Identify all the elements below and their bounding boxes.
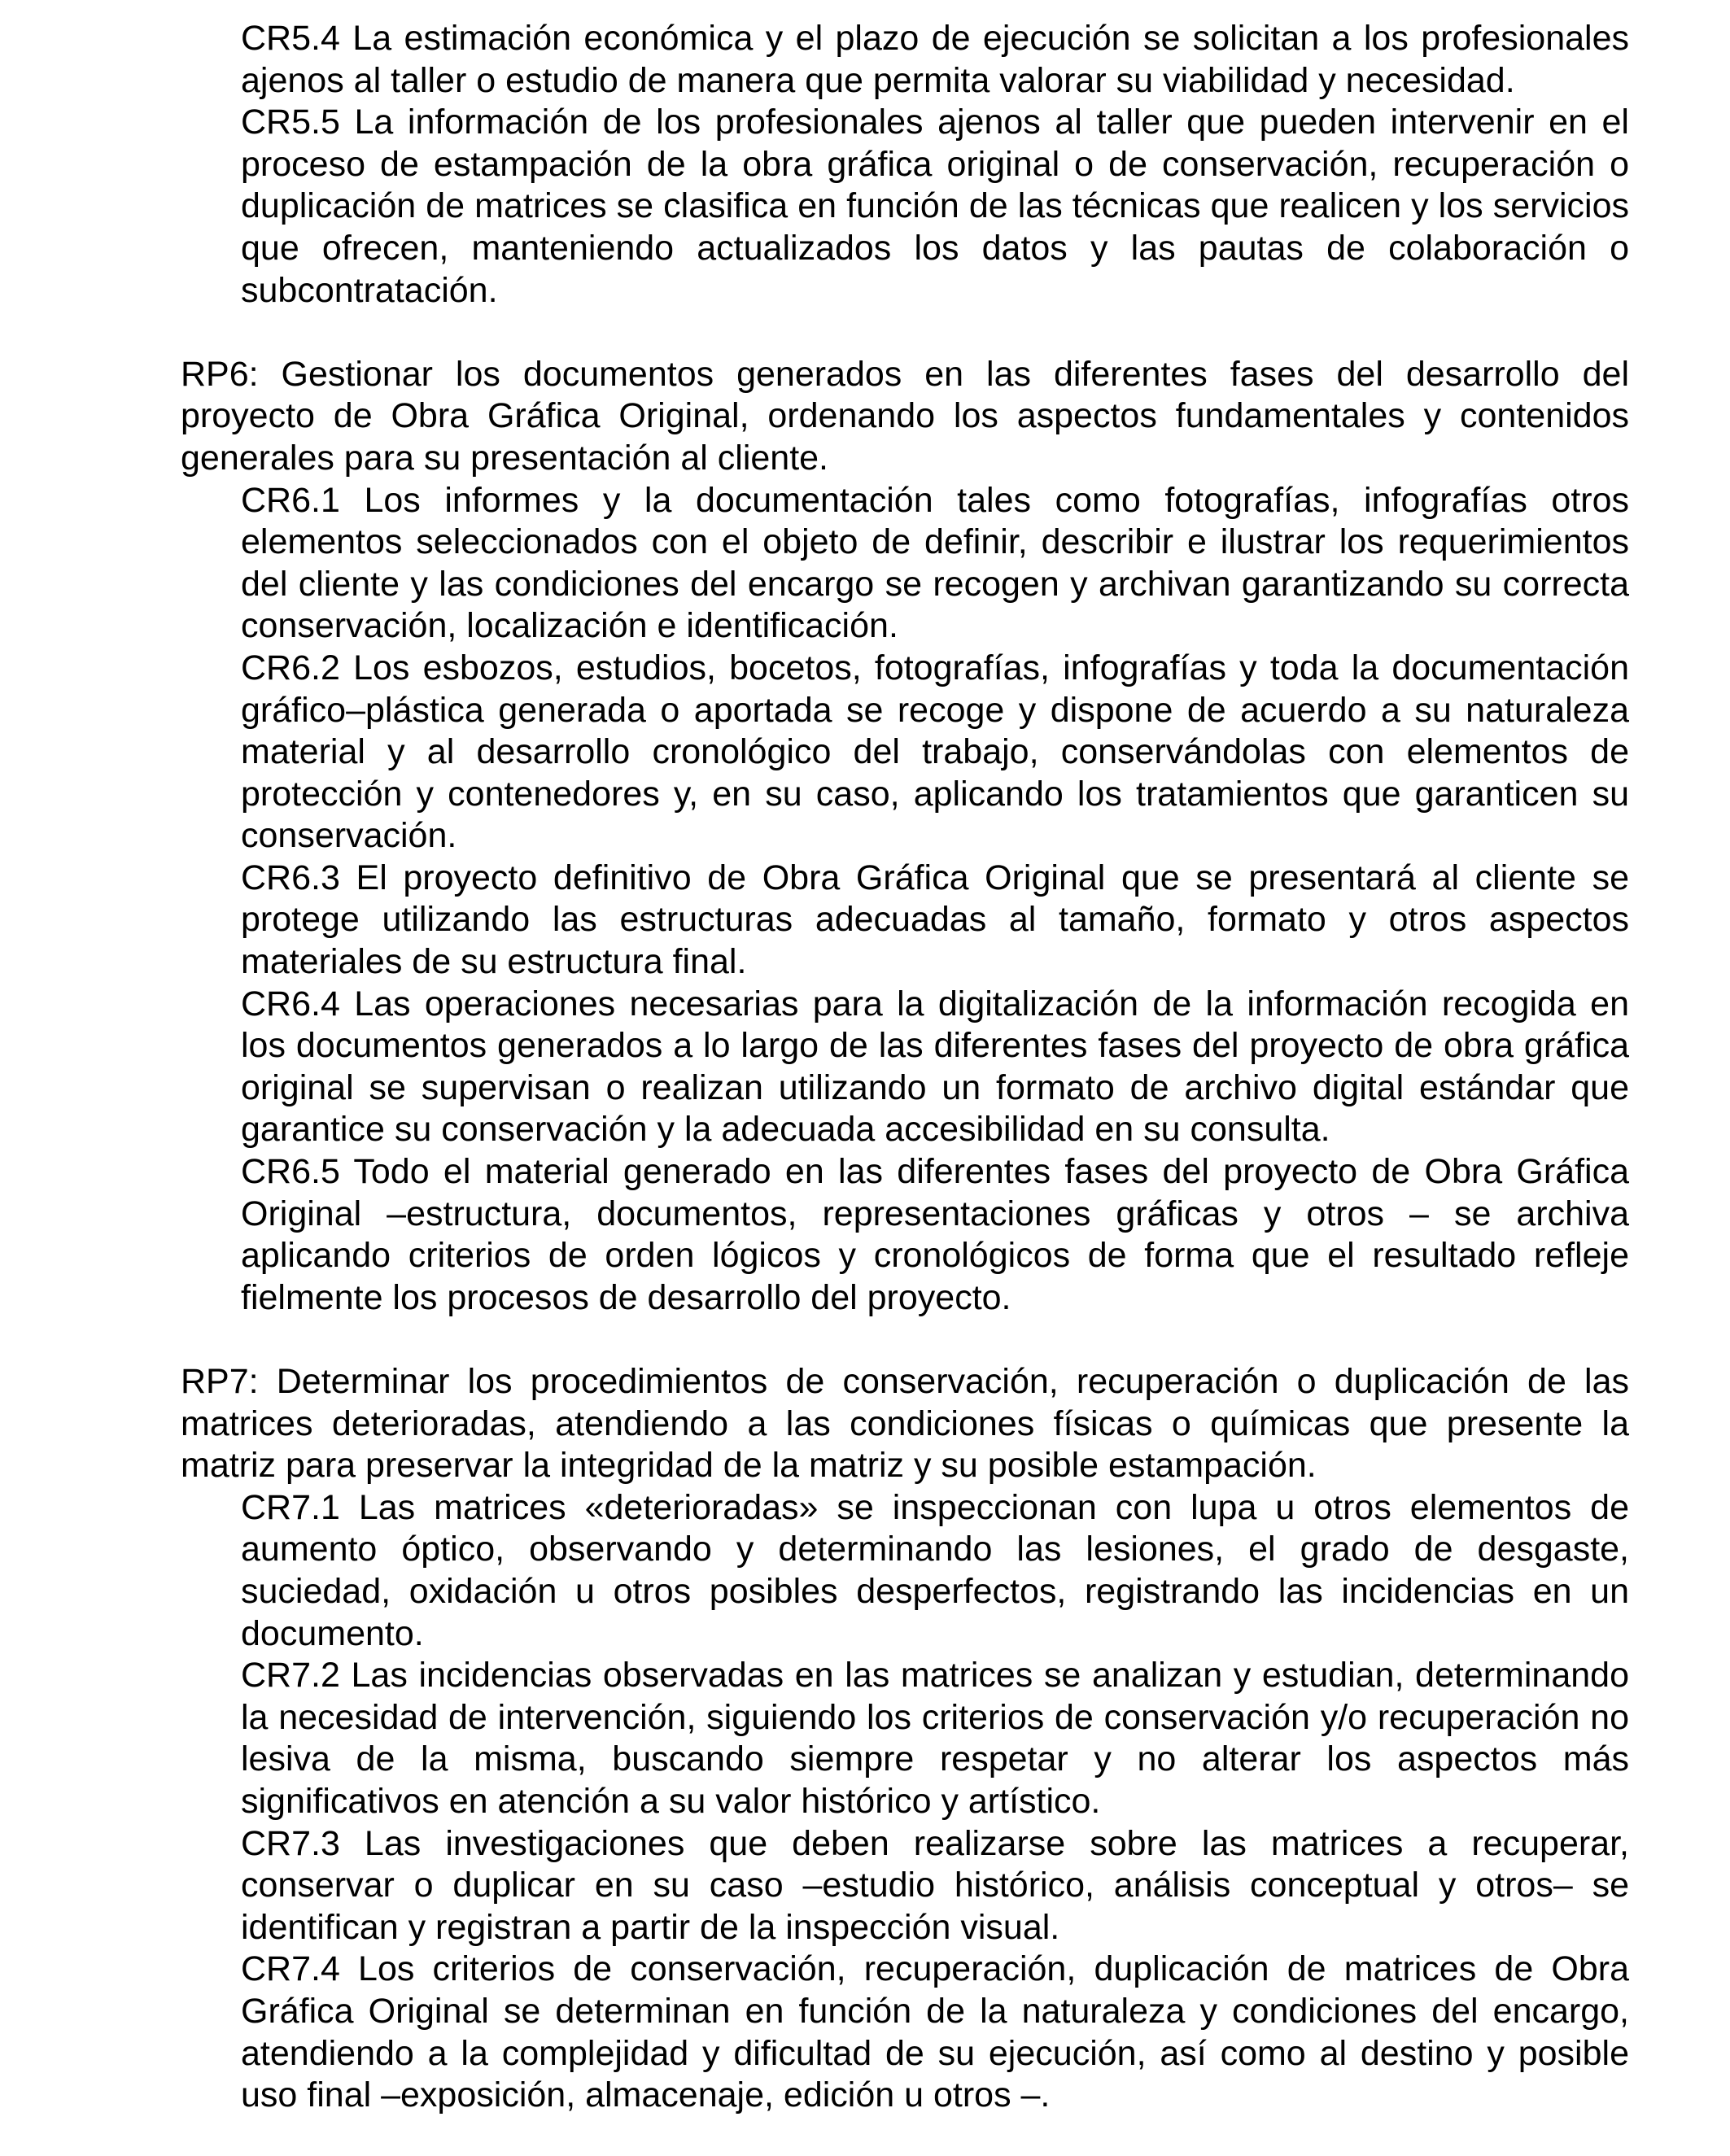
rp7-heading: RP7: Determinar los procedimientos de conservación, recuperación o duplicación de las matrices deterioradas, atendiendo a las condiciones físicas o químicas que presente la matriz para preservar la integridad de la matriz y su posible estampación.: [181, 1362, 1629, 1486]
document-page: [181, 18, 1629, 2117]
section-rp5-continuation: [181, 18, 1629, 312]
criterion-cr5-4: CR5.4 La estimación económica y el plazo de ejecución se solicitan a los profesionales ajenos al taller o estudio de manera que permita valorar su viabilidad y necesidad.: [241, 19, 1629, 100]
criterion-cr6-4: CR6.4 Las operaciones necesarias para la digitalización de la información recogida en los documentos generados a lo largo de las diferentes fases del proyecto de obra gráfica original se supervisan o realizan utilizando un formato de archivo digital estándar que garantice su conservación y la adecuada accesibilidad en su consulta.: [241, 984, 1629, 1150]
section-rp7: [181, 1361, 1629, 2117]
criterion-cr6-2: CR6.2 Los esbozos, estudios, bocetos, fotografías, infografías y toda la documentación gráfico–plástica generada o aportada se recoge y dispone de acuerdo a su naturaleza material y al desarrollo cronológico del trabajo, conservándolas con elementos de protección y contenedores y, en su caso, aplicando los tratamientos que garanticen su conservación.: [241, 648, 1629, 856]
criterion-cr6-3: CR6.3 El proyecto definitivo de Obra Gráfica Original que se presentará al cliente se protege utilizando las estructuras adecuadas al tamaño, formato y otros aspectos materiales de su estructura final.: [241, 858, 1629, 982]
criterion-cr7-1: CR7.1 Las matrices «deterioradas» se inspeccionan con lupa u otros elementos de aumento óptico, observando y determinando las lesiones, el grado de desgaste, suciedad, oxidación u otros posibles desperfectos, registrando las incidencias en un documento.: [241, 1487, 1629, 1653]
section-rp6: [181, 354, 1629, 1320]
criterion-cr7-2: CR7.2 Las incidencias observadas en las matrices se analizan y estudian, determinando la necesidad de intervención, siguiendo los criterios de conservación y/o recuperación no lesiva de la misma, buscando siempre respetar y no alterar los aspectos más significativos en atención a su valor histórico y artístico.: [241, 1656, 1629, 1821]
criterion-cr6-1: CR6.1 Los informes y la documentación tales como fotografías, infografías otros elementos seleccionados con el objeto de definir, describir e ilustrar los requerimientos del cliente y las condiciones del encargo se recogen y archivan garantizando su correcta conservación, localización e identificación.: [241, 480, 1629, 646]
criterion-cr6-5: CR6.5 Todo el material generado en las diferentes fases del proyecto de Obra Gráfica Original –estructura, documentos, representaciones gráficas y otros – se archiva aplicando criterios de orden lógicos y cronológicos de forma que el resultado refleje fielmente los procesos de desarrollo del proyecto.: [241, 1152, 1629, 1317]
rp6-heading: RP6: Gestionar los documentos generados en las diferentes fases del desarrollo del proyecto de Obra Gráfica Original, ordenando los aspectos fundamentales y contenidos generales para su presentación al cliente.: [181, 354, 1629, 478]
criterion-cr7-3: CR7.3 Las investigaciones que deben realizarse sobre las matrices a recuperar, conservar o duplicar en su caso –estudio histórico, análisis conceptual y otros– se identifican y registran a partir de la inspección visual.: [241, 1823, 1629, 1947]
criterion-cr5-5: CR5.5 La información de los profesionales ajenos al taller que pueden intervenir en el proceso de estampación de la obra gráfica original o de conservación, recuperación o duplicación de matrices se clasifica en función de las técnicas que realicen y los servicios que ofrecen, manteniendo actualizados los datos y las pautas de colaboración o subcontratación.: [241, 103, 1629, 310]
criterion-cr7-4: CR7.4 Los criterios de conservación, recuperación, duplicación de matrices de Obra Gráfica Original se determinan en función de la naturaleza y condiciones del encargo, atendiendo a la complejidad y dificultad de su ejecución, así como al destino y posible uso final –exposición, almacenaje, edición u otros –.: [241, 1949, 1629, 2115]
